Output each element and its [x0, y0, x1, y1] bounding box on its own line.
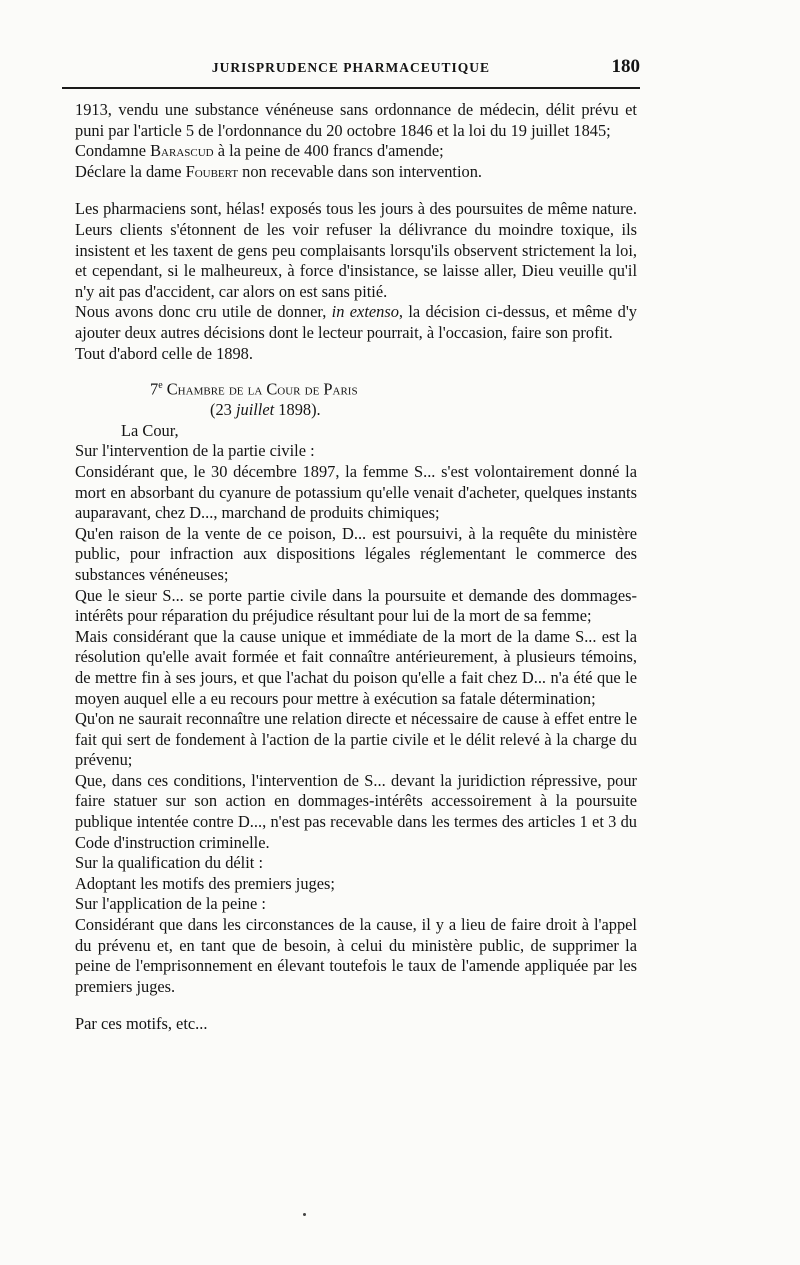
paragraph-commentary: Les pharmaciens sont, hélas! exposés tous les jours à des poursuites de même nature. Leurs clients s'étonnent de les voir refuser la délivrance du moindre toxique, ils insistent et les taxent de gens peu complaisants lorsqu'ils observent strictement la loi, et cependant, si le malheureux, à force d'insistance, se laisse aller, Dieu veuille qu'il n'y ait pas d'accident, car alors on est sans pitié. [75, 199, 637, 301]
judgment-paragraph: Qu'on ne saurait reconnaître une relation directe et nécessaire de cause à effet entre le fait qui sert de fondement à l'action de la partie civile et le délit relevé à la charge du prévenu; [75, 709, 637, 770]
text-run: Déclare la dame [75, 161, 186, 181]
text-run: à la peine de 400 francs d'amende; [213, 141, 444, 161]
page-number: 180 [611, 56, 640, 77]
paragraph-condamne [75, 141, 637, 162]
judgment-paragraph: Sur l'application de la peine : [75, 894, 266, 914]
text-run: 1898). [274, 400, 321, 420]
text-run: (23 [210, 400, 236, 420]
running-title: JURISPRUDENCE PHARMACEUTIQUE [211, 60, 491, 75]
judgment-paragraph: Sur l'intervention de la partie civile : [75, 441, 315, 461]
name-foubert: Foubert [185, 161, 239, 181]
court-heading [75, 376, 637, 400]
court-name: Chambre de la Cour de Paris [162, 379, 358, 399]
paragraph-decision-intro [75, 302, 637, 343]
judgment-paragraph: Mais considérant que la cause unique et immédiate de la mort de la dame S... est la résolution qu'elle avait formée et fait connaître antérieurement, à plusieurs témoins, de mettre fin à ses jours, et que l'achat du poison qu'elle a fait chez D... n'a été que le moyen auquel elle a eu recours pour mettre à exécution sa fatale détermination; [75, 626, 637, 708]
name-barascud: Barascud [150, 141, 214, 161]
text-run: non recevable dans son intervention. [238, 161, 483, 181]
court-date [75, 400, 637, 421]
ordinal-superscript: e [158, 380, 163, 392]
text-run: , la décision ci-dessus, et même d'y ajouter deux autres décisions dont le lecteur pourrait, à l'occasion, faire son profit. [75, 302, 637, 342]
header-rule [62, 87, 640, 89]
la-cour: La Cour, [121, 420, 179, 440]
judgment-paragraph: Sur la qualification du délit : [75, 853, 263, 873]
paragraph-declare [75, 162, 637, 183]
judgment-paragraph: Que, dans ces conditions, l'intervention de S... devant la juridiction répressive, pour faire statuer sur son action en dommages-intérêts accessoirement à la poursuite publique intentée contre D..., n'est pas recevable dans les termes des articles 1 et 3 du Code d'instruction criminelle. [75, 770, 637, 852]
judgment-paragraph: Que le sieur S... se porte partie civile dans la poursuite et demande des dommages-intérêts pour réparation du préjudice résultant pour lui de la mort de sa femme; [75, 585, 637, 626]
closing-line: Par ces motifs, etc... [75, 1014, 208, 1034]
judgment-paragraph: Considérant que, le 30 décembre 1897, la femme S... s'est volontairement donné la mort en absorbant du cyanure de potassium qu'elle venait d'acheter, quelques instants auparavant, chez D..., marchand de produits chimiques; [75, 461, 637, 523]
italic-month: juillet [235, 400, 275, 420]
judgment-paragraph: Qu'en raison de la vente de ce poison, D... est poursuivi, à la requête du ministère public, pour infraction aux dispositions légales réglementant le commerce des substances vénéneuses; [75, 523, 637, 584]
paragraph-first-decision: Tout d'abord celle de 1898. [75, 343, 253, 363]
text-run: Nous avons donc cru utile de donner, [75, 302, 332, 322]
page-body [75, 100, 637, 1035]
paragraph-judgment-tail: 1913, vendu une substance vénéneuse sans ordonnance de médecin, délit prévu et puni par l'article 5 de l'ordonnance du 20 octobre 1846 et la loi du 19 juillet 1845; [75, 100, 637, 140]
print-speck [303, 1213, 306, 1216]
text-run: Condamne [75, 141, 151, 161]
judgment-paragraph: Adoptant les motifs des premiers juges; [75, 873, 335, 893]
text-run: 7 [150, 379, 159, 399]
running-header [62, 56, 640, 82]
judgment-paragraph: Considérant que dans les circonstances de la cause, il y a lieu de faire droit à l'appel du prévenu et, en tant que de besoin, à celui du ministère public, de supprimer la peine de l'emprisonnement en élevant toutefois le taux de l'amende appliquée par les premiers juges. [75, 915, 637, 996]
italic-in-extenso: in extenso [331, 302, 399, 322]
